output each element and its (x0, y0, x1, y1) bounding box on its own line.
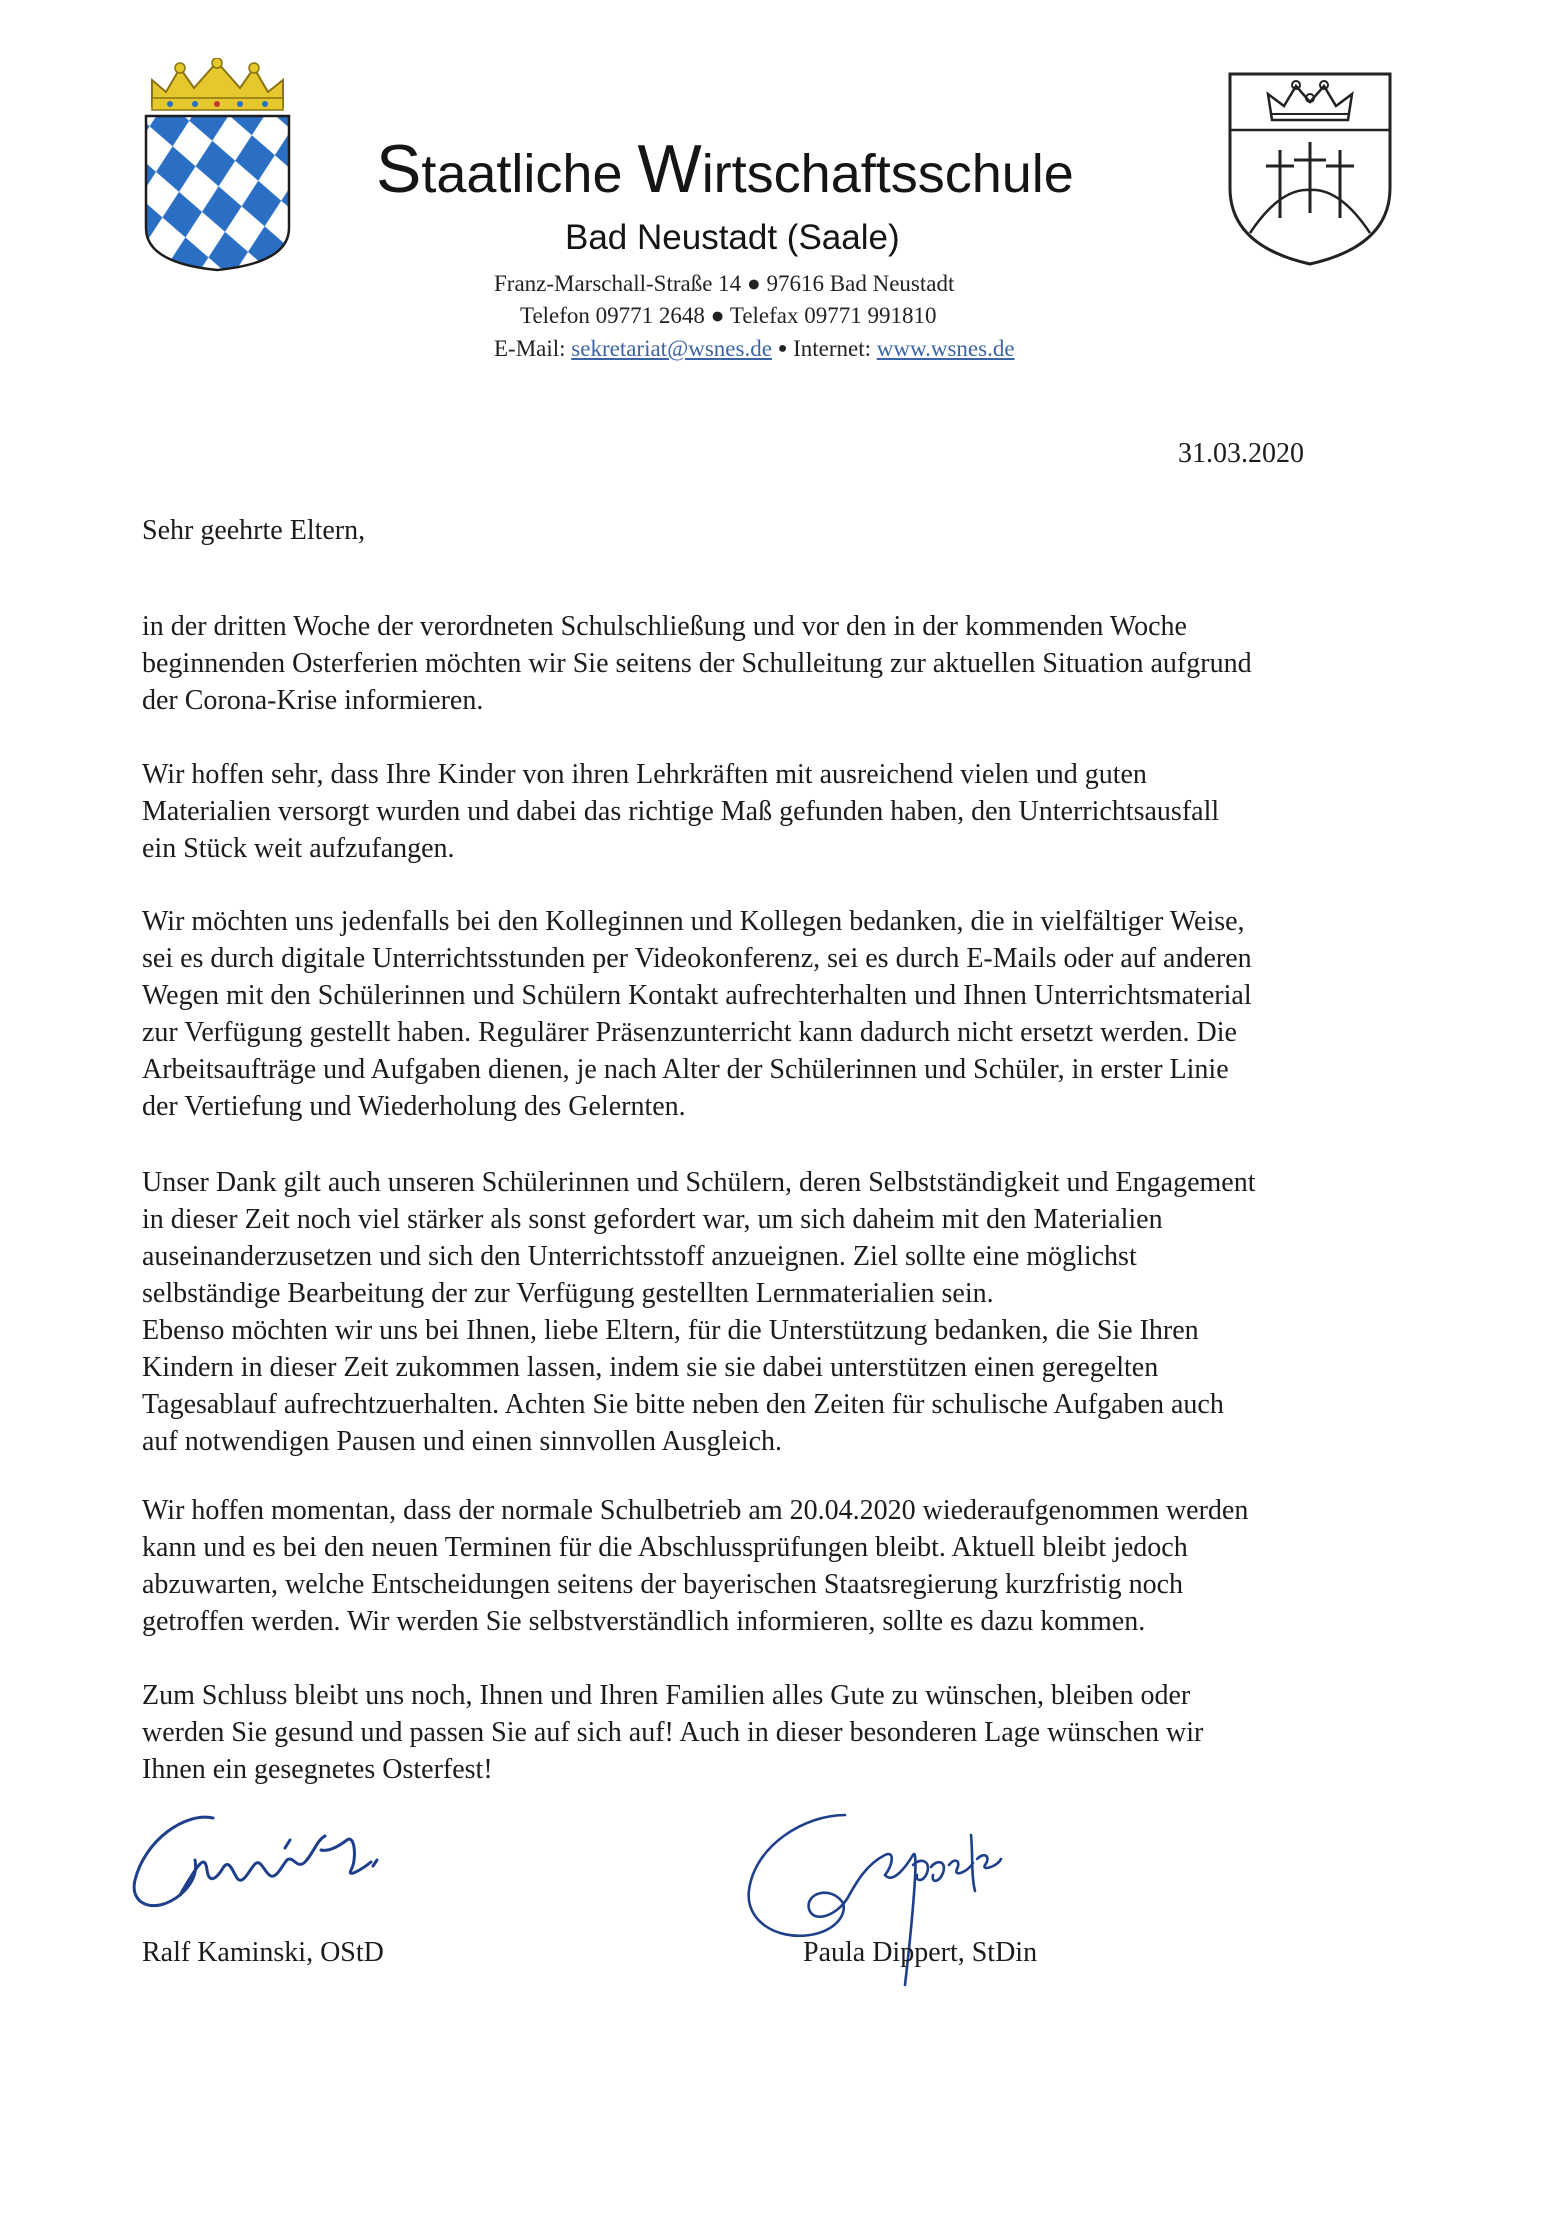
email-label: E-Mail: (494, 336, 566, 361)
contact-separator: ● (777, 340, 788, 357)
email-link[interactable]: sekretariat@wsnes.de (571, 336, 772, 361)
school-name-s-initial: S (376, 131, 422, 207)
paragraph-line: selbständige Bearbeitung der zur Verfügung gestellten Lernmaterialien sein. (142, 1278, 994, 1309)
paragraph-line: Wegen mit den Schülerinnen und Schülern Kontakt aufrechterhalten und Ihnen Unterrichtsmaterial (142, 980, 1252, 1011)
paragraph-line: Ebenso möchten wir uns bei Ihnen, liebe Eltern, für die Unterstützung bedanken, die Sie Ihren (142, 1315, 1199, 1346)
paragraph-line: beginnenden Osterferien möchten wir Sie seitens der Schulleitung zur aktuellen Situation aufgrund (142, 648, 1252, 679)
paragraph-line: werden Sie gesund und passen Sie auf sich auf! Auch in dieser besonderen Lage wünschen wir (142, 1717, 1204, 1748)
paragraph-line: auf notwendigen Pausen und einen sinnvollen Ausgleich. (142, 1426, 782, 1457)
paragraph-line: der Vertiefung und Wiederholung des Gelernten. (142, 1091, 686, 1122)
paragraph-line: Unser Dank gilt auch unseren Schülerinnen und Schülern, deren Selbstständigkeit und Engagement (142, 1167, 1256, 1198)
paragraph-1 (142, 608, 1432, 719)
paragraph-line: zur Verfügung gestellt haben. Regulärer Präsenzunterricht kann dadurch nicht ersetzt werden. Die (142, 1017, 1237, 1048)
school-name-w-initial: W (637, 131, 702, 207)
school-name (376, 131, 1176, 207)
paragraph-line: Wir möchten uns jedenfalls bei den Kolleginnen und Kollegen bedanken, die in vielfältiger Weise, (142, 906, 1245, 937)
paragraph-line: Kindern in dieser Zeit zukommen lassen, indem sie sie dabei unterstützen einen geregelten (142, 1352, 1159, 1383)
paragraph-line: ein Stück weit aufzufangen. (142, 833, 455, 864)
paragraph-line: kann und es bei den neuen Terminen für die Abschlussprüfungen bleibt. Aktuell bleibt jedoch (142, 1532, 1188, 1563)
paragraph-line: der Corona-Krise informieren. (142, 685, 484, 716)
paragraph-line: abzuwarten, welche Entscheidungen seitens der bayerischen Staatsregierung kurzfristig noch (142, 1569, 1184, 1600)
paragraph-4 (142, 1164, 1432, 1460)
paragraph-line: Wir hoffen sehr, dass Ihre Kinder von ihren Lehrkräften mit ausreichend vielen und guten (142, 759, 1147, 790)
contact-line (494, 337, 1094, 360)
paragraph-2 (142, 756, 1432, 867)
paragraph-line: Ihnen ein gesegnetes Osterfest! (142, 1754, 493, 1785)
paragraph-line: sei es durch digitale Unterrichtsstunden per Videokonferenz, sei es durch E-Mails oder auf anderen (142, 943, 1252, 974)
paragraph-line: in dieser Zeit noch viel stärker als sonst gefordert war, um sich daheim mit den Materialien (142, 1204, 1163, 1235)
school-location: Bad Neustadt (Saale) (565, 218, 900, 257)
paragraph-line: Tagesablauf aufrechtzuerhalten. Achten Sie bitte neben den Zeiten für schulische Aufgaben auch (142, 1389, 1224, 1420)
internet-label: Internet: (793, 336, 872, 361)
school-name-part-1: taatliche (421, 144, 638, 204)
website-link[interactable]: www.wsnes.de (876, 336, 1015, 361)
signatory-name-kaminski: Ralf Kaminski, OStD (142, 1937, 384, 1968)
paragraph-line: in der dritten Woche der verordneten Schulschließung und vor den in der kommenden Woche (142, 611, 1187, 642)
paragraph-line: Zum Schluss bleibt uns noch, Ihnen und Ihren Familien alles Gute zu wünschen, bleiben oder (142, 1680, 1191, 1711)
paragraph-line: Arbeitsaufträge und Aufgaben dienen, je nach Alter der Schülerinnen und Schüler, in erster Linie (142, 1054, 1229, 1085)
district-crosses-crest-icon (1220, 68, 1400, 268)
signatory-name-dippert: Paula Dippert, StDin (803, 1937, 1038, 1968)
paragraph-6 (142, 1677, 1432, 1788)
letter-date: 31.03.2020 (1178, 438, 1304, 469)
phone-line: Telefon 09771 2648 ● Telefax 09771 991810 (520, 303, 937, 328)
paragraph-line: auseinanderzusetzen und sich den Unterrichtsstoff anzueignen. Ziel sollte eine möglichst (142, 1241, 1137, 1272)
paragraph-line: getroffen werden. Wir werden Sie selbstverständlich informieren, sollte es dazu kommen. (142, 1606, 1146, 1637)
school-name-part-2: irtschaftsschule (701, 144, 1074, 204)
salutation: Sehr geehrte Eltern, (142, 515, 366, 546)
address-line: Franz-Marschall-Straße 14 ● 97616 Bad Neustadt (494, 271, 955, 296)
paragraph-line: Materialien versorgt wurden und dabei das richtige Maß gefunden haben, den Unterrichtsausfall (142, 796, 1220, 827)
handwritten-signature-kaminski-icon (125, 1800, 395, 1930)
paragraph-5 (142, 1492, 1432, 1640)
paragraph-3 (142, 903, 1432, 1125)
bavarian-lozenge-crest-icon (140, 58, 295, 273)
paragraph-line: Wir hoffen momentan, dass der normale Schulbetrieb am 20.04.2020 wiederaufgenommen werden (142, 1495, 1249, 1526)
